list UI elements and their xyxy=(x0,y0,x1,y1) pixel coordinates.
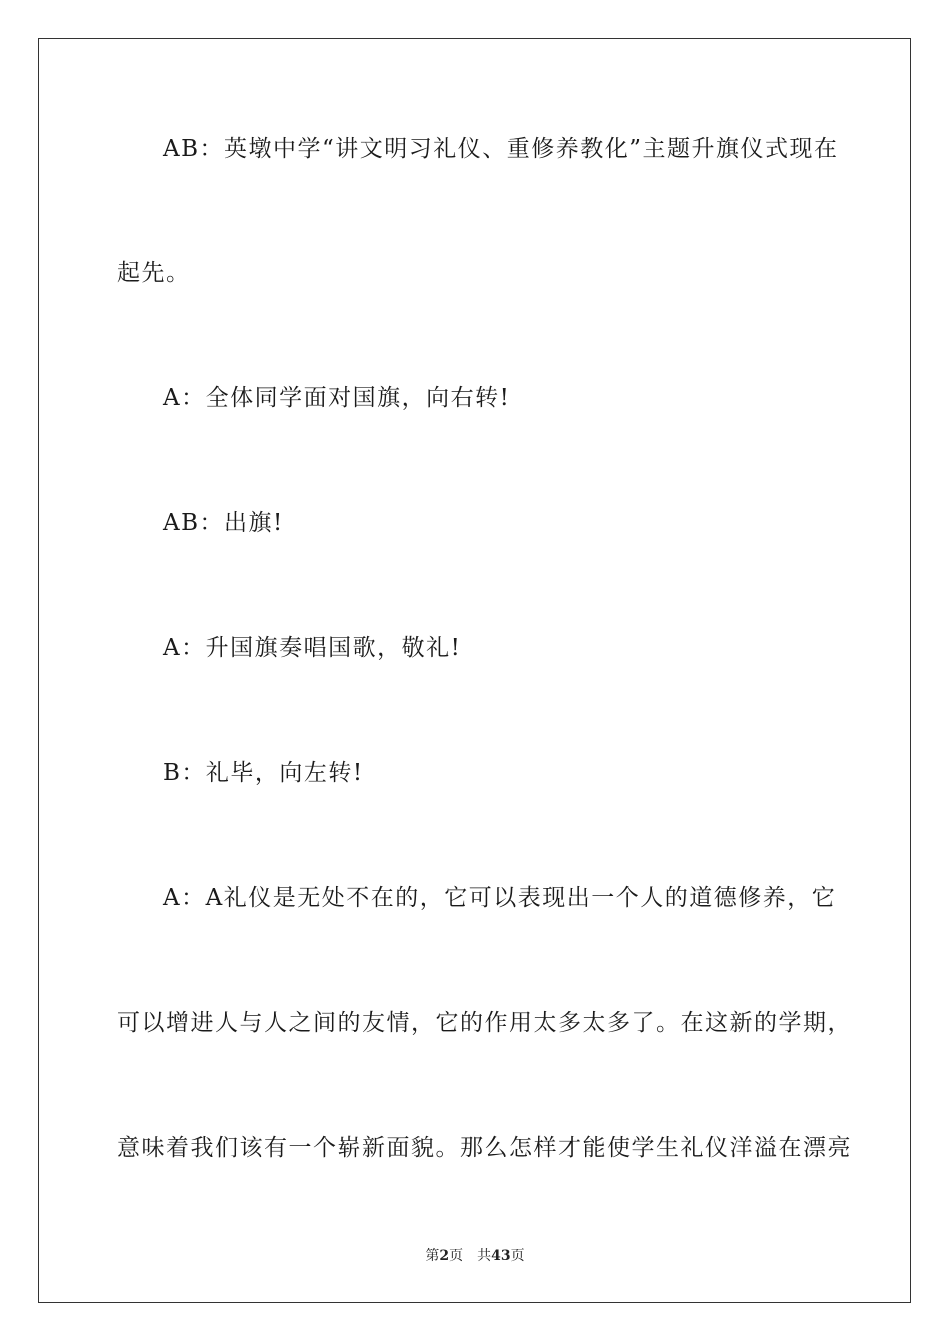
text-line-2: 起先。 xyxy=(117,260,191,286)
page-border xyxy=(38,38,911,1303)
total-suffix: 页 xyxy=(510,1248,525,1264)
text-line-7: A：A礼仪是无处不在的，它可以表现出一个人的道德修养，它 xyxy=(163,885,837,911)
text-line-3: A：全体同学面对国旗，向右转! xyxy=(163,385,511,411)
total-page-count: 43 xyxy=(491,1248,511,1264)
current-page-number: 2 xyxy=(439,1248,450,1264)
text-line-4: AB：出旗! xyxy=(163,510,284,536)
text-line-6: B：礼毕，向左转! xyxy=(163,760,364,786)
text-line-1: AB：英墩中学“讲文明习礼仪、重修养教化”主题升旗仪式现在 xyxy=(163,136,839,162)
text-line-9: 意味着我们该有一个崭新面貌。那么怎样才能使学生礼仪洋溢在漂亮 xyxy=(117,1135,852,1161)
page-footer xyxy=(0,1246,950,1266)
page-prefix: 第 xyxy=(425,1248,440,1264)
text-line-5: A：升国旗奏唱国歌，敬礼! xyxy=(163,635,462,661)
total-prefix: 共 xyxy=(477,1248,492,1264)
text-line-8: 可以增进人与人之间的友情，它的作用太多太多了。在这新的学期， xyxy=(117,1010,852,1036)
page-suffix: 页 xyxy=(449,1248,464,1264)
